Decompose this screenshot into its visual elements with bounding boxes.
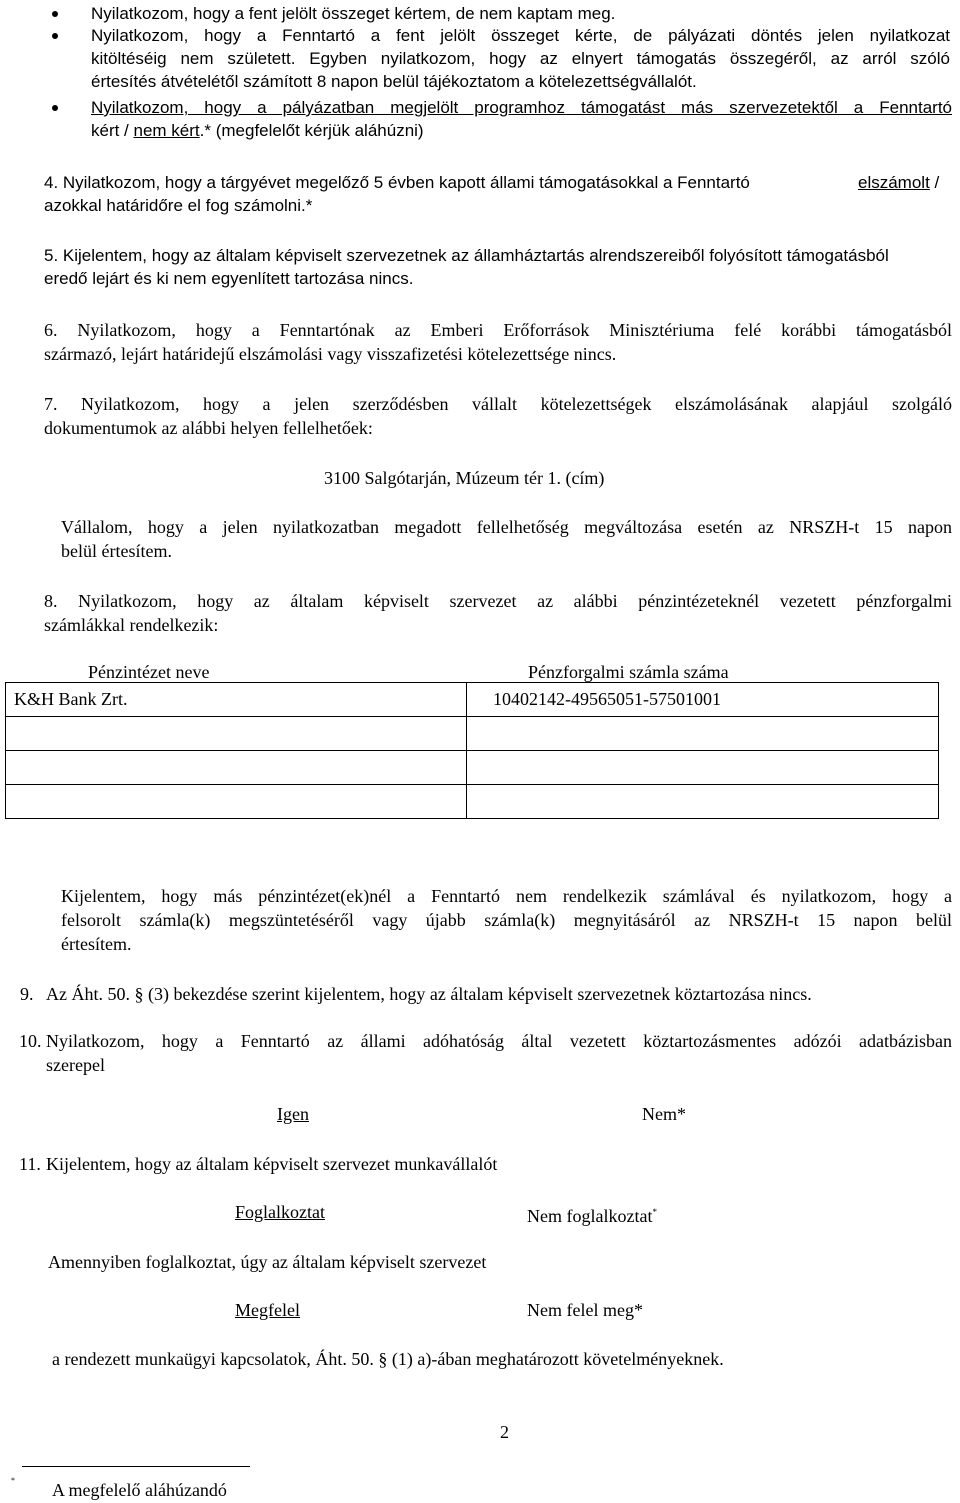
option-nem-foglalkoztat (527, 1200, 657, 1228)
item-8-line-2: számlákkal rendelkezik: (44, 615, 219, 635)
item-6-line-2: származó, lejárt határidejű elszámolási vagy visszafizetési kötelezettsége nincs. (44, 344, 617, 364)
bank-table-header-account: Pénzforgalmi számla száma (528, 662, 729, 682)
item-9-text: Az Áht. 50. § (3) bekezdése szerint kijelentem, hogy az általam képviselt szervezetnek köztartozása nincs. (46, 984, 812, 1004)
table-row (6, 683, 939, 717)
item-10-line-1: Nyilatkozom, hogy a Fenntartó az állami adóhatóság által vezetett köztartozásmentes adózói adatbázisban (46, 1031, 952, 1051)
account-number-cell (467, 751, 939, 785)
footnote-mark: * (11, 1476, 15, 1485)
item-11-text: Kijelentem, hogy az általam képviselt szervezet munkavállalót (46, 1154, 498, 1174)
bank-name-cell: K&H Bank Zrt. (6, 683, 467, 717)
account-number-cell (467, 717, 939, 751)
item-5-line-2: eredő lejárt és ki nem egyenlített tartozása nincs. (44, 269, 414, 288)
bullet-3-note: .* (megfelelőt kérjük aláhúzni) (199, 121, 424, 140)
table-row (6, 751, 939, 785)
bullet-marker (52, 11, 58, 17)
item-7-address: 3100 Salgótarján, Múzeum tér 1. (cím) (324, 468, 605, 488)
option-megfelel: Megfelel (235, 1300, 300, 1320)
item-8-note-line-3: értesítem. (61, 934, 132, 954)
bullet-1-text: Nyilatkozom, hogy a fent jelölt összeget kértem, de nem kaptam meg. (91, 4, 616, 23)
bank-name-cell (6, 717, 467, 751)
table-row (6, 785, 939, 819)
option-nem-kert: nem kért (133, 121, 200, 140)
item-4-line-1a: 4. Nyilatkozom, hogy a tárgyévet megelőző 5 évben kapott állami támogatásokkal a Fenntartó (44, 173, 750, 192)
item-6-line-1: 6. Nyilatkozom, hogy a Fenntartónak az Emberi Erőforrások Minisztériuma felé korábbi támogatásból (44, 320, 952, 340)
item-4-slash: / (929, 173, 940, 192)
bullet-3-line-1: Nyilatkozom, hogy a pályázatban megjelölt programhoz támogatást más szervezetektől a Fenntartó (91, 98, 952, 117)
item-8-line-1: 8. Nyilatkozom, hogy az általam képviselt szervezet az alábbi pénzintézeteknél vezetett pénzforgalmi (44, 591, 952, 611)
option-kert: kért / (91, 121, 134, 140)
item-11-condition: Amennyiben foglalkoztat, úgy az általam képviselt szervezet (48, 1252, 487, 1272)
option-nem-foglalkoztat-label: Nem foglalkoztat (527, 1206, 653, 1226)
item-10-number: 10. (19, 1031, 42, 1051)
item-8-note-line-1: Kijelentem, hogy más pénzintézet(ek)nél a Fenntartó nem rendelkezik számlával és nyilatkozom, hogy a (61, 886, 952, 906)
item-9-number: 9. (20, 984, 34, 1004)
item-10-line-2: szerepel (46, 1055, 105, 1075)
footnote-separator (22, 1466, 250, 1467)
option-foglalkoztat: Foglalkoztat (235, 1202, 325, 1222)
item-7-line-2: dokumentumok az alábbi helyen fellelhetőek: (44, 418, 373, 438)
table-row (6, 717, 939, 751)
item-8-note-line-2: felsorolt számla(k) megszüntetéséről vagy újabb számla(k) megnyitásáról az NRSZH-t 15 napon belül (61, 910, 952, 930)
item-5-line-1: 5. Kijelentem, hogy az általam képviselt szervezetnek az államháztartás alrendszereiből folyósított támogatásból (44, 246, 889, 265)
item-7-note-line-2: belül értesítem. (61, 541, 172, 561)
bullet-2-line-1: Nyilatkozom, hogy a Fenntartó a fent jelölt összeget kérte, de pályázati döntés jelen nyilatkozat (91, 26, 950, 45)
footnote-text: A megfelelő aláhúzandó (52, 1480, 227, 1500)
option-nem: Nem* (642, 1104, 686, 1124)
item-11-number: 11. (19, 1154, 41, 1174)
option-nem-felel-meg: Nem felel meg* (527, 1300, 643, 1320)
footnote-reference: * (652, 1207, 657, 1217)
item-7-line-1: 7. Nyilatkozom, hogy a jelen szerződésben vállalt kötelezettségek elszámolásának alapjául szolgáló (44, 394, 952, 414)
bullet-2-line-2: kitöltéséig nem született. Egyben nyilatkozom, hogy az elnyert támogatás összegéről, az arról szóló (91, 49, 950, 68)
account-number-cell (467, 785, 939, 819)
item-7-note-line-1: Vállalom, hogy a jelen nyilatkozatban megadott fellelhetőség megváltozása esetén az NRSZH-t 15 napon (61, 517, 952, 537)
bullet-2-line-3: értesítés átvételétől számított 8 napon belül tájékoztatom a kötelezettségvállalót. (91, 72, 697, 91)
account-number-cell: 10402142-49565051-57501001 (467, 683, 939, 717)
bank-name-cell (6, 785, 467, 819)
bank-account-table (5, 682, 939, 819)
item-11-final: a rendezett munkaügyi kapcsolatok, Áht. 50. § (1) a)-ában meghatározott követelményeknek. (52, 1349, 724, 1369)
bank-table-header-name: Pénzintézet neve (88, 662, 210, 682)
page-number: 2 (500, 1422, 509, 1442)
bullet-3-line-2 (91, 119, 424, 143)
option-elszamolt: elszámolt (858, 173, 930, 192)
bank-name-cell (6, 751, 467, 785)
bullet-marker (52, 105, 58, 111)
bullet-marker (52, 33, 58, 39)
item-4-line-1b (858, 171, 939, 195)
item-4-line-2: azokkal határidőre el fog számolni.* (44, 196, 313, 215)
option-igen: Igen (277, 1104, 309, 1124)
